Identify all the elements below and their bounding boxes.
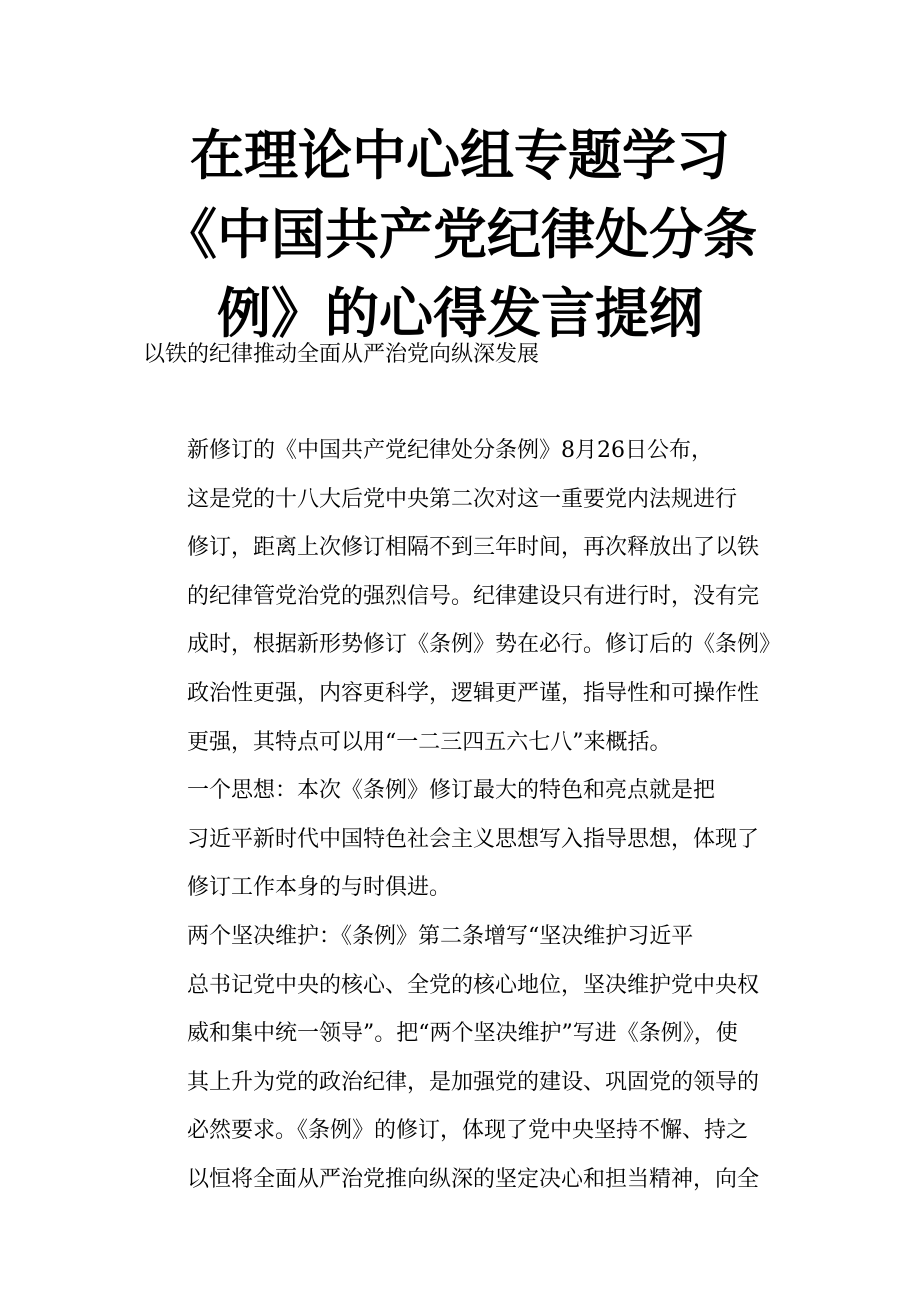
paragraph-3: [143, 913, 783, 1205]
paragraph-line: 必然要求。《条例》的修订，体现了党中央坚持不懈、持之: [187, 1118, 749, 1144]
paragraph-2: [143, 767, 783, 913]
document-title: [110, 116, 810, 353]
paragraph-line: 习近平新时代中国特色社会主义思想写入指导思想，体现了: [187, 826, 760, 852]
paragraph-line: 新修订的《中国共产党纪律处分条例》8月26日公布，: [187, 438, 713, 463]
paragraph-line: 政治性更强，内容更科学，逻辑更严谨，指导性和可操作性: [187, 680, 760, 706]
paragraph-line: 两个坚决维护：《条例》第二条增写“坚决维护习近平: [187, 923, 694, 949]
paragraph-line: 总书记党中央的核心、全党的核心地位，坚决维护党中央权: [187, 972, 760, 998]
paragraph-line: 一个思想：本次《条例》修订最大的特色和亮点就是把: [187, 778, 716, 804]
paragraph-line: 威和集中统一领导”。把“两个坚决维护”写进《条例》，使: [187, 1021, 738, 1047]
paragraph-line: 的纪律管党治党的强烈信号。纪律建设只有进行时，没有完: [187, 583, 760, 609]
paragraph-1: [143, 427, 783, 767]
paragraph-line: 其上升为党的政治纪律，是加强党的建设、巩固党的领导的: [187, 1069, 760, 1095]
title-line-1: 在理论中心组专题学习: [190, 124, 730, 187]
paragraph-line: 成时，根据新形势修订《条例》势在必行。修订后的《条例》: [187, 632, 782, 658]
paragraph-line: 这是党的十八大后党中央第二次对这一重要党内法规进行: [187, 486, 738, 512]
document-subtitle: 以铁的纪律推动全面从严治党向纵深发展: [143, 342, 540, 367]
document-body: [143, 427, 783, 1205]
title-line-3: 例》的心得发言提纲: [217, 282, 703, 345]
paragraph-line: 修订工作本身的与时俱进。: [187, 875, 452, 901]
paragraph-line: 更强，其特点可以用“一二三四五六七八”来概括。: [187, 729, 672, 755]
paragraph-line: 以恒将全面从严治党推向纵深的坚定决心和担当精神，向全: [187, 1166, 760, 1192]
paragraph-line: 修订，距离上次修订相隔不到三年时间，再次释放出了以铁: [187, 535, 760, 561]
title-line-2: 《中国共产党纪律处分条: [163, 203, 757, 266]
